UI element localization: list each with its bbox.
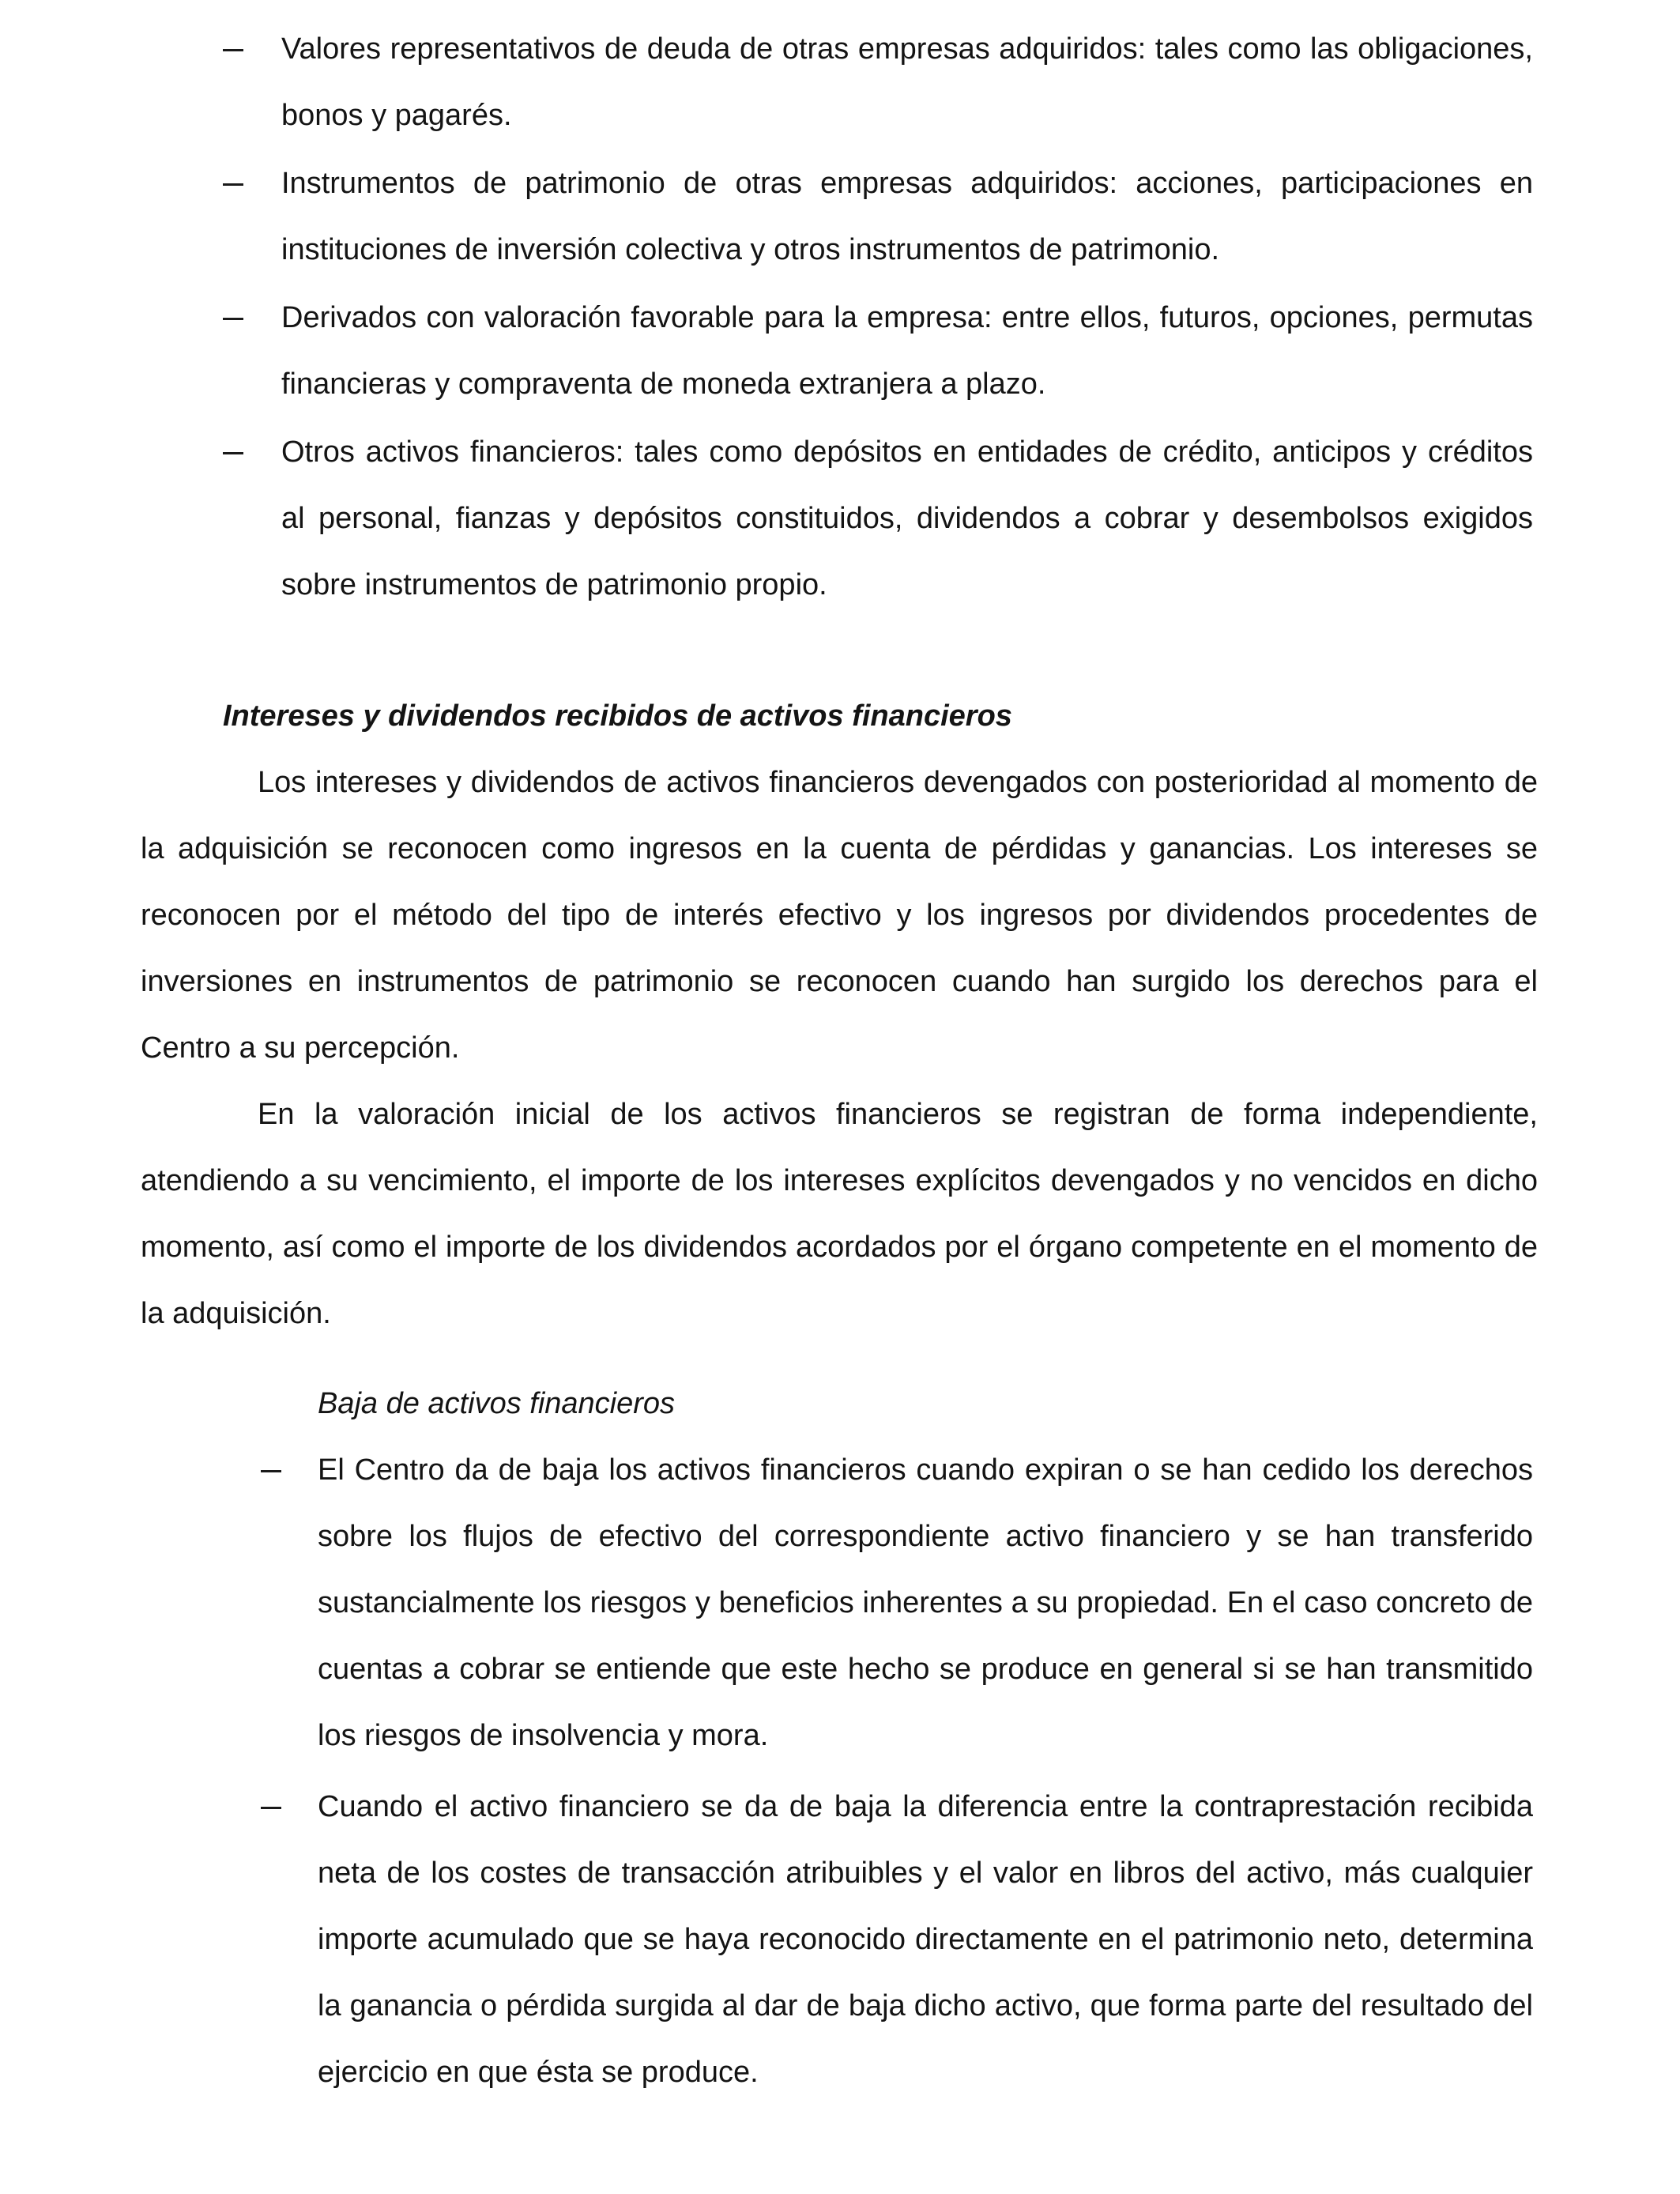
list-item-baja-2: Cuando el activo financiero se da de baja la diferencia entre la contraprestación recibida neta de los costes de transacción atribuibles y el valor en libros del activo, más cualquier importe acumulado que se haya reconocido directamente en el patrimonio neto, determina la ganancia o pérdida surgida al dar de baja dicho activo, que forma parte del resultado del ejercicio en que ésta se produce. (318, 1790, 1533, 2089)
paragraph-intereses-2: En la valoración inicial de los activos financieros se registran de forma independiente, atendiendo a su vencimiento, el importe de los intereses explícitos devengados y no vencidos en dicho momento, así como el importe de los dividendos acordados por el órgano competente en el momento de la adquisición. (141, 1098, 1538, 1330)
list-item-baja-1: El Centro da de baja los activos financieros cuando expiran o se han cedido los derechos sobre los flujos de efectivo del correspondiente activo financiero y se han transferido sustancialmente los riesgos y beneficios inherentes a su propiedad. En el caso concreto de cuentas a cobrar se entiende que este hecho se produce en general si se han transmitido los riesgos de insolvencia y mora. (318, 1453, 1533, 1752)
list-item-valores: Valores representativos de deuda de otras empresas adquiridos: tales como las obligaciones, bonos y pagarés. (281, 32, 1533, 132)
list-item-derivados: Derivados con valoración favorable para la empresa: entre ellos, futuros, opciones, permutas financieras y compraventa de moneda extranjera a plazo. (281, 301, 1533, 401)
section-heading-intereses: Intereses y dividendos recibidos de activos financieros (223, 699, 1012, 733)
list-item-instrumentos: Instrumentos de patrimonio de otras empresas adquiridos: acciones, participaciones en instituciones de inversión colectiva y otros instrumentos de patrimonio. (281, 167, 1533, 266)
paragraph-intereses-1: Los intereses y dividendos de activos financieros devengados con posterioridad al momento de la adquisición se reconocen como ingresos en la cuenta de pérdidas y ganancias. Los intereses se reconocen por el método del tipo de interés efectivo y los ingresos por dividendos procedentes de inversiones en instrumentos de patrimonio se reconocen cuando han surgido los derechos para el Centro a su percepción. (141, 766, 1538, 1065)
list-item-otros: Otros activos financieros: tales como depósitos en entidades de crédito, anticipos y créditos al personal, fianzas y depósitos constituidos, dividendos a cobrar y desembolsos exigidos sobre instrumentos de patrimonio propio. (281, 435, 1533, 601)
dash-bullet-icon (223, 183, 243, 186)
dash-bullet-icon (223, 452, 243, 454)
dash-bullet-icon (223, 318, 243, 320)
dash-bullet-icon (261, 1807, 281, 1809)
dash-bullet-icon (223, 49, 243, 51)
section-heading-baja: Baja de activos financieros (318, 1387, 676, 1420)
dash-bullet-icon (261, 1470, 281, 1472)
